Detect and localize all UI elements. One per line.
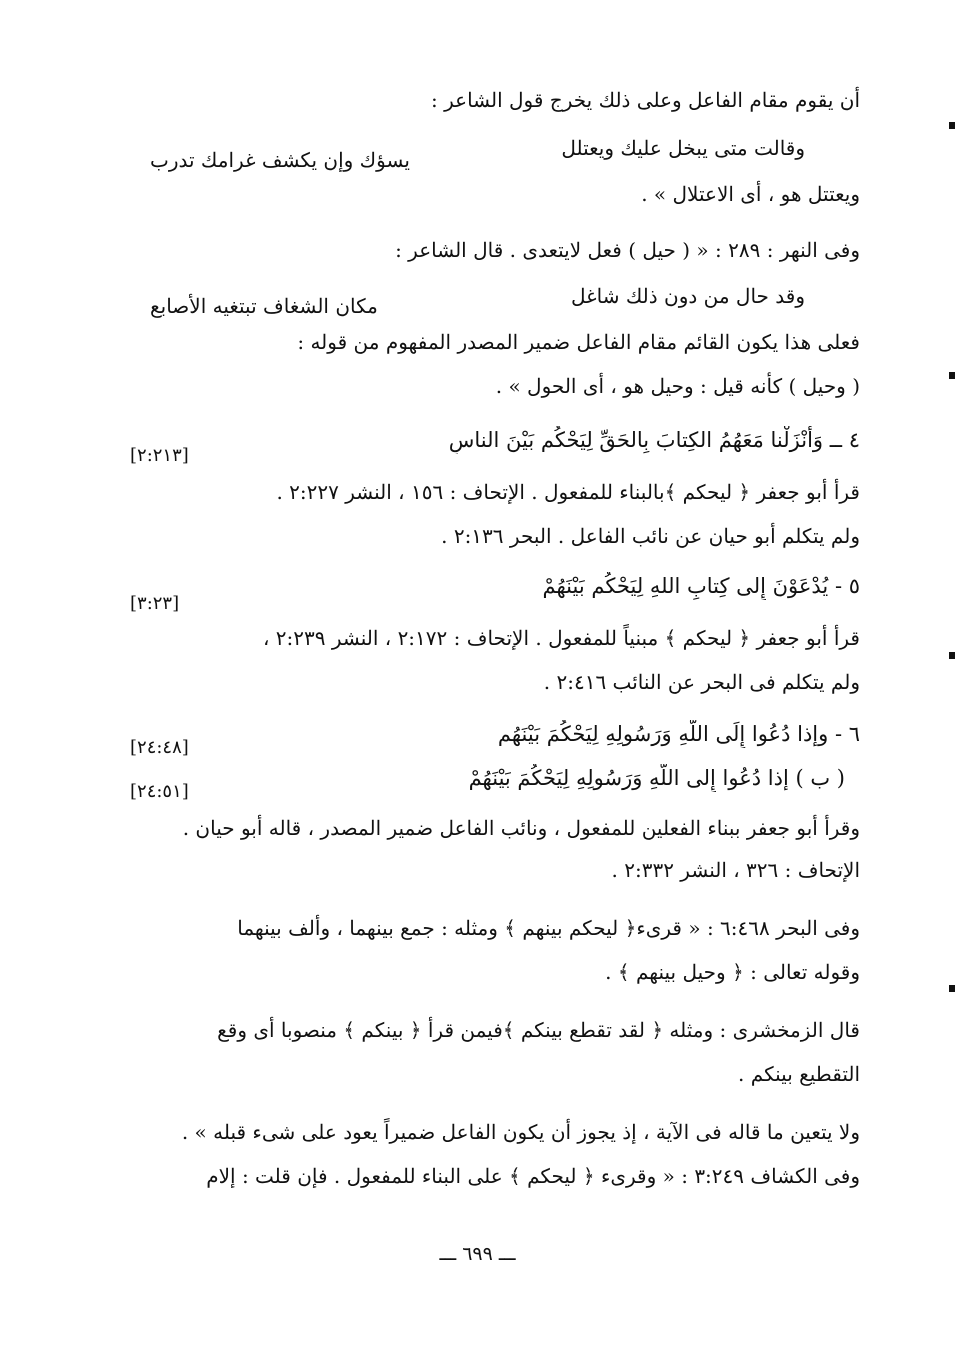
text-line: أن يقوم مقام الفاعل وعلى ذلك يخرج قول الشاعر : bbox=[431, 88, 860, 112]
verse-reference: [٢٤:٥١] bbox=[130, 781, 189, 802]
poem-verse-first-half: وقد حال من دون ذلك شاغل bbox=[571, 284, 805, 308]
verse-reference: [٣:٢٣] bbox=[130, 593, 180, 614]
page-edge-mark bbox=[949, 652, 955, 659]
page-edge-mark bbox=[949, 985, 955, 992]
text-line: ولا يتعين ما قاله فى الآية ، إذ يجوز أن يكون الفاعل ضميراً يعود على شىء قبله » . bbox=[181, 1120, 860, 1144]
poem-verse-second-half: مكان الشغاف تبتغيه الأصابع bbox=[150, 294, 378, 318]
poem-verse-first-half: وقالت متى يبخل عليك ويعتلل bbox=[561, 136, 805, 160]
quran-verse-6: ٦ - وإذا دُعُوا إِلَى اللَّهِ وَرَسُولِهِ لِيَحْكُمَ بَيْنَهُم bbox=[497, 722, 860, 746]
text-line: وفى البحر ٦:٤٦٨ : « قرىء﴿ ليحكم بينهم ﴾ ومثله : جمع بينهما ، وألف بينهما bbox=[237, 916, 860, 940]
text-line: قرأ أبو جعفر ﴿ ليحكم ﴾بالبناء للمفعول . الإتحاف : ١٥٦ ، النشر ٢:٢٢٧ . bbox=[276, 480, 860, 504]
text-line: الإتحاف : ٣٢٦ ، النشر ٢:٣٣٢ . bbox=[611, 858, 860, 882]
page-edge-mark bbox=[949, 372, 955, 379]
text-line: وقرأ أبو جعفر ببناء الفعلين للمفعول ، ونائب الفاعل ضمير المصدر ، قاله أبو حيان . bbox=[182, 816, 860, 840]
quran-verse-5: ٥ - يُدْعَوْنَ إِلى كِتابِ اللهِ لِيَحْكُم بَيْنَهُمْ bbox=[542, 574, 860, 598]
poem-verse-second-half: يسؤك وإن يكشف غرامك تدرب bbox=[150, 148, 410, 172]
text-line: ويعتتل هو ، أى الاعتلال » . bbox=[641, 182, 860, 206]
text-line: قال الزمخشرى : ومثله ﴿ لقد تقطع بينكم ﴾فيمن قرأ ﴿ بينكم ﴾ منصوبا أى وقع bbox=[217, 1018, 860, 1042]
text-line: فعلى هذا يكون القائم مقام الفاعل ضمير المصدر المفهوم من قوله : bbox=[297, 330, 860, 354]
quran-verse-4: ٤ ــ وَأَنْزَلْنا مَعَهُمُ الكِتابَ بِالحَقِّ لِيَحْكُم بَيْنَ الناسِ bbox=[448, 428, 860, 452]
text-line: ( وحيل ) كأنه قيل : وحيل هو ، أى الحول » . bbox=[495, 374, 860, 398]
verse-reference: [٢:٢١٣] bbox=[130, 445, 189, 466]
page-edge-mark bbox=[949, 122, 955, 129]
verse-reference: [٢٤:٤٨] bbox=[130, 737, 189, 758]
quran-verse-6b: ( ب ) إذا دُعُوا إِلى اللَّهِ وَرَسُولِهِ لِيَحْكُمَ بَيْنَهُمْ bbox=[468, 766, 845, 790]
text-line: قرأ أبو جعفر ﴿ ليحكم ﴾ مبنياً للمفعول . الإتحاف : ٢:١٧٢ ، النشر ٢:٢٣٩ ، bbox=[262, 626, 860, 650]
text-line: وفى النهر : ٢٨٩ : « ( حيل ) فعل لايتعدى . قال الشاعر : bbox=[395, 238, 860, 262]
text-line: ولم يتكلم أبو حيان عن نائب الفاعل . البحر ٢:١٣٦ . bbox=[441, 524, 860, 548]
page-number: ـــ ٦٩٩ ـــ bbox=[439, 1243, 516, 1265]
text-line: التقطيع بينكم . bbox=[738, 1062, 860, 1086]
text-line: ولم يتكلم فى البحر عن النائب ٢:٤١٦ . bbox=[543, 670, 860, 694]
text-line: وقوله تعالى : ﴿ وحيل بينهم ﴾ . bbox=[605, 960, 860, 984]
text-line: وفى الكشاف ٣:٢٤٩ : « وقرىء ﴿ ليحكم ﴾ على البناء للمفعول . فإن قلت : إلام bbox=[206, 1164, 860, 1188]
